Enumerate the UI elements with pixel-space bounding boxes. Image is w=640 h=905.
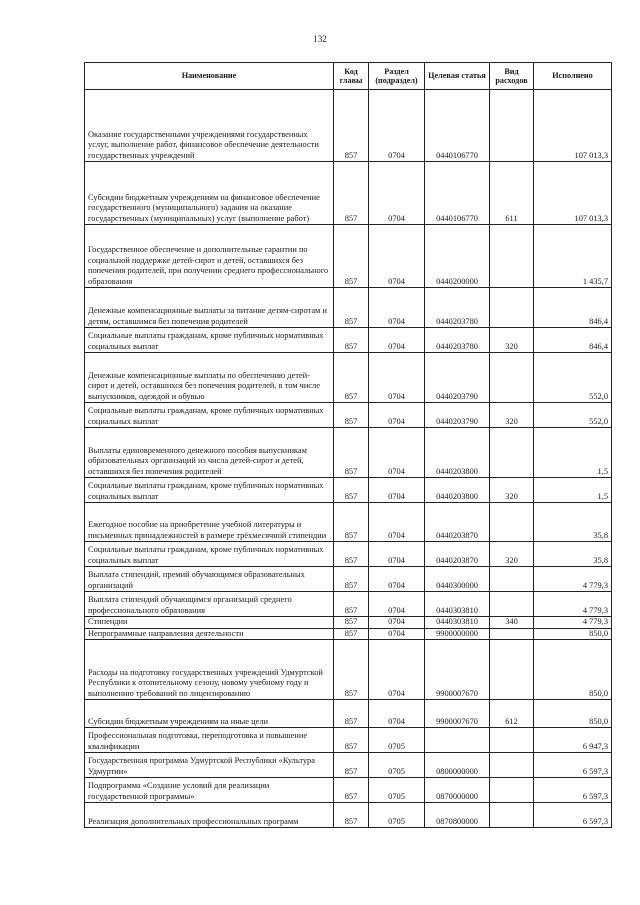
table-row: [85, 567, 612, 592]
row-name-text: Выплата стипендий обучающимся организаций среднего профессионального образования: [88, 595, 292, 615]
section-cell: 0704: [369, 617, 425, 629]
row-name-cell: [85, 567, 334, 592]
chapter-code-cell: 857: [334, 803, 369, 828]
chapter-code-cell: 857: [334, 162, 369, 225]
target-article-cell: 0800000000: [425, 753, 490, 778]
target-article-cell: 9900000000: [425, 628, 490, 640]
row-name-text: Профессиональная подготовка, переподготовка и повышение квалификации: [88, 731, 308, 751]
row-name-cell: [85, 728, 334, 753]
table-row: [85, 753, 612, 778]
expense-type-cell: [490, 753, 534, 778]
expense-type-cell: [490, 728, 534, 753]
section-cell: 0704: [369, 503, 425, 542]
target-article-cell: 0440203780: [425, 328, 490, 353]
table-row: [85, 428, 612, 478]
executed-amount-cell: 850,0: [534, 628, 612, 640]
target-article-cell: 9900007670: [425, 700, 490, 728]
table-row: [85, 328, 612, 353]
row-name-text: Непрограммные направления деятельности: [88, 628, 244, 638]
expense-type-cell: [490, 90, 534, 162]
executed-amount-cell: 1,5: [534, 478, 612, 503]
target-article-cell: 0440203800: [425, 478, 490, 503]
row-name-cell: [85, 353, 334, 403]
row-name-cell: [85, 592, 334, 617]
row-name-cell: [85, 90, 334, 162]
executed-amount-cell: 35,8: [534, 503, 612, 542]
section-cell: 0704: [369, 478, 425, 503]
table-row: [85, 778, 612, 803]
header-target-article: Целевая статья: [425, 63, 490, 90]
section-cell: 0704: [369, 542, 425, 567]
row-name-text: Социальные выплаты гражданам, кроме публичных нормативных социальных выплат: [88, 481, 324, 501]
executed-amount-cell: 552,0: [534, 353, 612, 403]
table-header-row: [85, 63, 612, 90]
section-cell: 0704: [369, 628, 425, 640]
section-cell: 0704: [369, 567, 425, 592]
target-article-cell: 0870000000: [425, 778, 490, 803]
target-article-cell: 0440300000: [425, 567, 490, 592]
row-name-cell: [85, 403, 334, 428]
table-row: [85, 503, 612, 542]
row-name-cell: [85, 288, 334, 328]
chapter-code-cell: 857: [334, 592, 369, 617]
table-row: [85, 478, 612, 503]
row-name-cell: [85, 628, 334, 640]
executed-amount-cell: 850,0: [534, 640, 612, 700]
header-expense-type: Вид расходов: [490, 63, 534, 90]
executed-amount-cell: 846,4: [534, 328, 612, 353]
row-name-cell: [85, 617, 334, 629]
executed-amount-cell: 35,8: [534, 542, 612, 567]
row-name-text: Выплаты единовременного денежного пособия выпускникам образовательных организаций из числа детей-сирот и детей, оставшихся без попечения родителей: [88, 445, 307, 476]
executed-amount-cell: 846,4: [534, 288, 612, 328]
row-name-text: Реализация дополнительных профессиональных программ: [88, 816, 299, 826]
row-name-text: Субсидии бюджетным учреждениям на иные цели: [88, 716, 268, 726]
expense-type-cell: 340: [490, 617, 534, 629]
chapter-code-cell: 857: [334, 567, 369, 592]
row-name-text: Оказание государственными учреждениями государственных услуг, выполнение работ, финансовое обеспечение деятельности государственных учреждений: [88, 129, 319, 160]
table-row: [85, 628, 612, 640]
row-name-text: Государственная программа Удмуртской Республики «Культура Удмуртии»: [88, 756, 315, 776]
row-name-text: Социальные выплаты гражданам, кроме публичных нормативных социальных выплат: [88, 406, 324, 426]
table-row: [85, 542, 612, 567]
target-article-cell: 0440203870: [425, 542, 490, 567]
row-name-cell: [85, 542, 334, 567]
chapter-code-cell: 857: [334, 90, 369, 162]
row-name-text: Социальные выплаты гражданам, кроме публичных нормативных социальных выплат: [88, 545, 324, 565]
section-cell: 0704: [369, 428, 425, 478]
row-name-cell: [85, 753, 334, 778]
expense-type-cell: [490, 778, 534, 803]
section-cell: 0705: [369, 753, 425, 778]
chapter-code-cell: 857: [334, 225, 369, 288]
row-name-text: Выплата стипендий, премий обучающимся образовательных организаций: [88, 570, 305, 590]
row-name-text: Субсидии бюджетным учреждениям на финансовое обеспечение государственного (муниципального) задания на оказание государственных (муниципальных) услуг (выполнение работ): [88, 192, 320, 223]
header-name: Наименование: [85, 63, 334, 90]
executed-amount-cell: 4 779,3: [534, 592, 612, 617]
chapter-code-cell: 857: [334, 503, 369, 542]
row-name-cell: [85, 225, 334, 288]
section-cell: 0704: [369, 328, 425, 353]
row-name-text: Социальные выплаты гражданам, кроме публичных нормативных социальных выплат: [88, 331, 324, 351]
budget-execution-table: [84, 62, 612, 828]
expense-type-cell: 320: [490, 403, 534, 428]
expense-type-cell: [490, 288, 534, 328]
target-article-cell: 0440106770: [425, 90, 490, 162]
expense-type-cell: [490, 640, 534, 700]
target-article-cell: 0440203790: [425, 403, 490, 428]
target-article-cell: 0440203800: [425, 428, 490, 478]
target-article-cell: 0440106770: [425, 162, 490, 225]
expense-type-cell: 320: [490, 542, 534, 567]
section-cell: 0704: [369, 90, 425, 162]
row-name-text: Денежные компенсационные выплаты за питание детям-сиротам и детям, оставшимся без попечения родителей: [88, 306, 327, 326]
executed-amount-cell: 6 947,3: [534, 728, 612, 753]
row-name-text: Ежегодное пособие на приобретение учебной литературы и письменных принадлежностей в размере трёхмесячной стипендии: [88, 520, 327, 540]
target-article-cell: 0870800000: [425, 803, 490, 828]
row-name-text: Денежные компенсационные выплаты по обеспечению детей-сирот и детей, оставшихся без попечения родителей, в том числе выпускников, одеждой и обувью: [88, 370, 320, 401]
chapter-code-cell: 857: [334, 628, 369, 640]
section-cell: 0704: [369, 288, 425, 328]
executed-amount-cell: 107 013,3: [534, 162, 612, 225]
expense-type-cell: 612: [490, 700, 534, 728]
section-cell: 0704: [369, 403, 425, 428]
chapter-code-cell: 857: [334, 403, 369, 428]
table-row: [85, 803, 612, 828]
table-row: [85, 617, 612, 629]
chapter-code-cell: 857: [334, 700, 369, 728]
row-name-text: Подпрограмма «Создание условий для реализации государственной программы»: [88, 781, 270, 801]
section-cell: 0704: [369, 700, 425, 728]
chapter-code-cell: 857: [334, 640, 369, 700]
chapter-code-cell: 857: [334, 428, 369, 478]
executed-amount-cell: 6 597,3: [534, 803, 612, 828]
target-article-cell: 0440203780: [425, 288, 490, 328]
row-name-cell: [85, 640, 334, 700]
row-name-text: Стипендии: [88, 617, 128, 626]
target-article-cell: 0440200000: [425, 225, 490, 288]
table-row: [85, 225, 612, 288]
table-row: [85, 403, 612, 428]
chapter-code-cell: 857: [334, 728, 369, 753]
table-row: [85, 90, 612, 162]
executed-amount-cell: 6 597,3: [534, 753, 612, 778]
table-row: [85, 592, 612, 617]
row-name-cell: [85, 700, 334, 728]
header-section: Раздел (подраздел): [369, 63, 425, 90]
row-name-cell: [85, 162, 334, 225]
chapter-code-cell: 857: [334, 353, 369, 403]
section-cell: 0704: [369, 225, 425, 288]
table-row: [85, 288, 612, 328]
target-article-cell: 0440203870: [425, 503, 490, 542]
expense-type-cell: 320: [490, 328, 534, 353]
section-cell: 0705: [369, 778, 425, 803]
executed-amount-cell: 850,0: [534, 700, 612, 728]
target-article-cell: 0440303810: [425, 592, 490, 617]
expense-type-cell: 320: [490, 478, 534, 503]
chapter-code-cell: 857: [334, 542, 369, 567]
row-name-cell: [85, 478, 334, 503]
executed-amount-cell: 4 779,3: [534, 567, 612, 592]
section-cell: 0704: [369, 353, 425, 403]
expense-type-cell: [490, 567, 534, 592]
row-name-cell: [85, 803, 334, 828]
page-number: 132: [313, 34, 327, 44]
row-name-text: Государственное обеспечение и дополнительные гарантии по социальной поддержке детей-сирот и детей, оставшихся без попечения родителей, при получении среднего профессионального образования: [88, 245, 329, 286]
expense-type-cell: [490, 503, 534, 542]
row-name-cell: [85, 503, 334, 542]
header-executed: Исполнено: [534, 63, 612, 90]
section-cell: 0705: [369, 728, 425, 753]
section-cell: 0704: [369, 592, 425, 617]
table-row: [85, 728, 612, 753]
table-row: [85, 700, 612, 728]
expense-type-cell: 611: [490, 162, 534, 225]
expense-type-cell: [490, 628, 534, 640]
target-article-cell: [425, 728, 490, 753]
section-cell: 0704: [369, 162, 425, 225]
chapter-code-cell: 857: [334, 617, 369, 629]
expense-type-cell: [490, 428, 534, 478]
section-cell: 0704: [369, 640, 425, 700]
section-cell: 0705: [369, 803, 425, 828]
target-article-cell: 0440303810: [425, 617, 490, 629]
row-name-text: Расходы на подготовку государственных учреждений Удмуртской Республики к отопительному сезону, новому учебному году и выполнению требований по лицензированию: [88, 667, 323, 698]
row-name-cell: [85, 428, 334, 478]
expense-type-cell: [490, 592, 534, 617]
chapter-code-cell: 857: [334, 478, 369, 503]
table-row: [85, 162, 612, 225]
table-row: [85, 640, 612, 700]
executed-amount-cell: 6 597,3: [534, 778, 612, 803]
row-name-cell: [85, 778, 334, 803]
expense-type-cell: [490, 225, 534, 288]
target-article-cell: 0440203790: [425, 353, 490, 403]
header-chapter-code: Код главы: [334, 63, 369, 90]
executed-amount-cell: 552,0: [534, 403, 612, 428]
chapter-code-cell: 857: [334, 753, 369, 778]
expense-type-cell: [490, 803, 534, 828]
target-article-cell: 9900007670: [425, 640, 490, 700]
chapter-code-cell: 857: [334, 778, 369, 803]
table-row: [85, 353, 612, 403]
executed-amount-cell: 1,5: [534, 428, 612, 478]
expense-type-cell: [490, 353, 534, 403]
chapter-code-cell: 857: [334, 328, 369, 353]
executed-amount-cell: 107 013,3: [534, 90, 612, 162]
chapter-code-cell: 857: [334, 288, 369, 328]
executed-amount-cell: 4 779,3: [534, 617, 612, 629]
row-name-cell: [85, 328, 334, 353]
executed-amount-cell: 1 435,7: [534, 225, 612, 288]
